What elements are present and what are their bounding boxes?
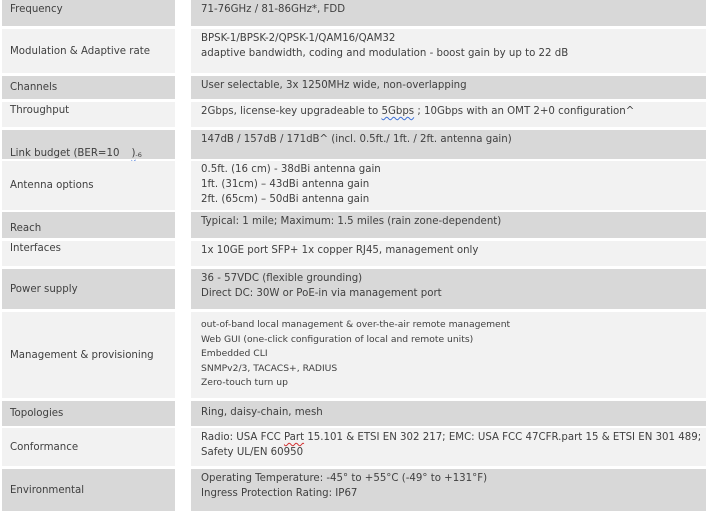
conformance-text-start: Radio: USA FCC: [201, 432, 284, 443]
spec-row-frequency: [0, 0, 711, 26]
spec-value-line: 0.5ft. (16 cm) - 38dBi antenna gain: [201, 164, 381, 175]
spellcheck-underlined-word: 5Gbps: [381, 106, 415, 117]
throughput-text-start: 2Gbps, license-key upgradeable to: [201, 106, 382, 117]
spec-row-conformance: [0, 428, 711, 466]
spec-value-line: 2ft. (65cm) – 50dBi antenna gain: [201, 194, 370, 205]
link-budget-exponent: -6: [135, 151, 142, 159]
spec-label: Topologies: [2, 401, 175, 426]
spec-label: Frequency: [2, 0, 175, 26]
spec-value: [191, 0, 706, 26]
spec-label: Antenna options: [2, 161, 175, 210]
spec-value-line: Ingress Protection Rating: IP67: [201, 488, 358, 499]
spec-label: Management & provisioning: [2, 312, 175, 398]
spec-row-modulation: [0, 29, 711, 73]
spec-value-line: Safety UL/EN 60950: [201, 447, 304, 458]
spec-row-throughput: [0, 102, 711, 127]
spec-label: Reach: [2, 212, 175, 238]
spec-value: [191, 469, 706, 511]
spec-row-power-supply: [0, 269, 711, 309]
spec-value: [191, 269, 706, 309]
spec-value-line: BPSK-1/BPSK-2/QPSK-1/QAM16/QAM32: [201, 33, 396, 44]
spec-label: Channels: [2, 76, 175, 99]
spec-value: [191, 212, 706, 238]
spec-value: [191, 102, 706, 127]
spec-value-line: 71-76GHz / 81-86GHz*, FDD: [201, 4, 346, 15]
spellcheck-underlined-word: Part: [283, 432, 305, 443]
spec-row-link-budget: [0, 130, 711, 159]
spec-row-antenna-options: [0, 161, 711, 210]
spec-row-reach: [0, 212, 711, 238]
spec-value-line: 36 - 57VDC (flexible grounding): [201, 273, 363, 284]
spec-row-channels: [0, 76, 711, 99]
spec-value-line: Web GUI (one-click configuration of local and remote units): [201, 333, 474, 345]
spec-value-line: 1ft. (31cm) – 43dBi antenna gain: [201, 179, 370, 190]
spec-value: [191, 29, 706, 73]
spec-value-line: SNMPv2/3, TACACS+, RADIUS: [201, 362, 338, 374]
link-budget-label: Link budget (BER=10: [10, 148, 120, 159]
spec-value-line: 1x 10GE port SFP+ 1x copper RJ45, management only: [201, 245, 479, 256]
spec-value-line: Embedded CLI: [201, 348, 268, 359]
spec-value: [191, 428, 706, 466]
spec-value: [191, 312, 706, 398]
spec-value-line: [201, 430, 706, 445]
spec-label: Interfaces: [2, 241, 175, 266]
spec-value-line: 147dB / 157dB / 171dB^ (incl. 0.5ft./ 1ft. / 2ft. antenna gain): [201, 134, 512, 145]
spec-value-line: Direct DC: 30W or PoE-in via management port: [201, 288, 442, 299]
throughput-text-end: ; 10Gbps with an OMT 2+0 configuration^: [414, 106, 635, 117]
spec-value: [191, 130, 706, 159]
spec-value: [191, 76, 706, 99]
spec-row-interfaces: [0, 241, 711, 266]
spec-label: [2, 130, 175, 159]
spec-row-topologies: [0, 401, 711, 426]
spec-label: Modulation & Adaptive rate: [2, 29, 175, 73]
spec-value-line: out-of-band local management & over-the-air remote management: [201, 319, 511, 330]
spec-value: [191, 161, 706, 210]
spec-value: [191, 401, 706, 426]
link-budget-close: ): [131, 148, 136, 159]
conformance-text-end: 15.101 & ETSI EN 302 217; EMC: USA FCC 47CFR.part 15 & ETSI EN 301 489;: [304, 432, 702, 443]
spec-label: Power supply: [2, 269, 175, 309]
spec-value-line: Ring, daisy-chain, mesh: [201, 407, 323, 418]
spec-value-line: [201, 104, 706, 119]
spec-value-line: adaptive bandwidth, coding and modulation - boost gain by up to 22 dB: [201, 48, 569, 59]
spec-row-management: [0, 312, 711, 398]
spec-value-line: Zero-touch turn up: [201, 377, 288, 388]
spec-label: Environmental: [2, 469, 175, 511]
spec-value-line: Operating Temperature: -45° to +55°C (-49° to +131°F): [201, 473, 488, 484]
spec-value-line: User selectable, 3x 1250MHz wide, non-overlapping: [201, 80, 467, 91]
spec-row-environmental: [0, 469, 711, 511]
spec-value-line: Typical: 1 mile; Maximum: 1.5 miles (rain zone-dependent): [201, 216, 502, 227]
spec-label: Throughput: [2, 102, 175, 127]
spec-value: [191, 241, 706, 266]
spec-label: Conformance: [2, 428, 175, 466]
